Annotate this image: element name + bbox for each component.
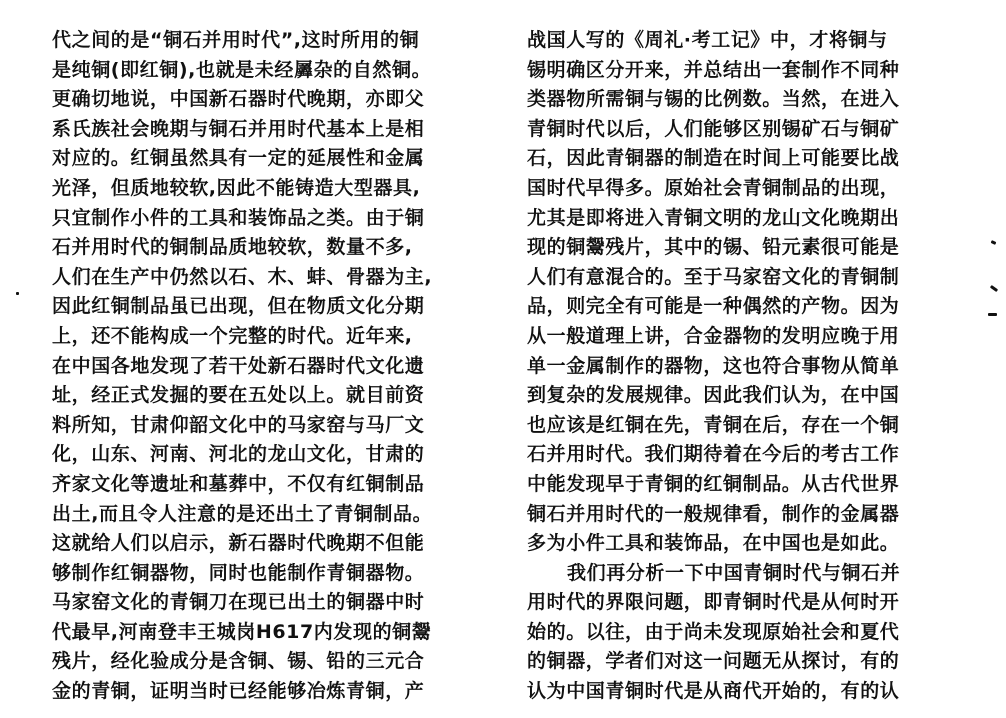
text-line: 青铜时代以后，人们能够区别锡矿石与铜矿 — [527, 117, 900, 140]
text-line: 的铜器，学者们对这一问题无从探讨，有的 — [527, 650, 900, 673]
text-line: 系氏族社会晚期与铜石并用时代基本上是相 — [52, 117, 425, 140]
text-line: 也应该是红铜在先，青铜在后，存在一个铜 — [527, 413, 900, 436]
text-line: 石，因此青铜器的制造在时间上可能要比战 — [527, 147, 900, 170]
text-line: 类器物所需铜与锡的比例数。当然，在进入 — [527, 88, 900, 111]
text-line: 更确切地说，中国新石器时代晚期，亦即父 — [52, 88, 425, 111]
scan-speck — [988, 313, 997, 316]
text-line: 中能发现早于青铜的红铜制品。从古代世界 — [527, 472, 900, 495]
text-line: 从一般道理上讲，合金器物的发明应晚于用 — [527, 324, 900, 347]
text-line: 够制作红铜器物，同时也能制作青铜器物。 — [52, 561, 425, 584]
text-line: 尤其是即将进入青铜文明的龙山文化晚期出 — [527, 206, 900, 229]
text-line: 对应的。红铜虽然具有一定的延展性和金属 — [52, 147, 425, 170]
text-line: 化，山东、河南、河北的龙山文化，甘肃的 — [52, 443, 425, 466]
text-line: 出土,而且令人注意的是还出土了青铜制品。 — [52, 502, 433, 525]
text-line: 铜石并用时代的一般规律看，制作的金属器 — [527, 502, 900, 525]
text-line: 是纯铜(即红铜),也就是未经羼杂的自然铜。 — [52, 58, 432, 81]
text-line: 料所知，甘肃仰韶文化中的马家窑与马厂文 — [52, 413, 425, 436]
scan-speck — [991, 240, 997, 245]
text-line: 马家窑文化的青铜刀在现已出土的铜器中时 — [52, 591, 425, 614]
text-line: 到复杂的发展规律。因此我们认为，在中国 — [527, 384, 900, 407]
text-line: 战国人写的《周礼·考工记》中，才将铜与 — [527, 29, 888, 51]
right-text-column — [527, 26, 937, 707]
text-line: 锡明确区分开来，并总结出一套制作不同种 — [527, 58, 900, 81]
left-text-column — [52, 26, 462, 707]
page-bottom-edge — [0, 704, 1006, 718]
text-line: 人们有意混合的。至于马家窑文化的青铜制 — [527, 265, 900, 288]
text-line: 址，经正式发掘的要在五处以上。就目前资 — [52, 384, 425, 407]
text-line: 因此红铜制品虽已出现，但在物质文化分期 — [52, 295, 425, 318]
text-line: 光泽，但质地较软,因此不能铸造大型器具, — [52, 176, 421, 199]
text-line: 这就给人们以启示，新石器时代晚期不但能 — [52, 532, 425, 555]
text-line: 上，还不能构成一个完整的时代。近年来, — [52, 324, 413, 347]
text-line: 石并用时代。我们期待着在今后的考古工作 — [527, 443, 900, 466]
text-line: 残片，经化验成分是含铜、锡、铅的三元合 — [52, 650, 425, 673]
text-line: 现的铜鬶残片，其中的锡、铅元素很可能是 — [527, 236, 900, 259]
text-line: 单一金属制作的器物，这也符合事物从简单 — [527, 354, 900, 377]
text-line: 代最早,河南登丰王城岗H617内发现的铜鬶 — [52, 620, 432, 643]
text-line: 品，则完全有可能是一种偶然的产物。因为 — [527, 295, 900, 318]
text-line: 只宜制作小件的工具和装饰品之类。由于铜 — [52, 206, 425, 229]
text-line: 齐家文化等遗址和墓葬中，不仅有红铜制品 — [52, 472, 425, 495]
text-line: 用时代的界限问题，即青铜时代是从何时开 — [527, 591, 900, 614]
text-line: 人们在生产中仍然以石、木、蚌、骨器为主, — [52, 265, 433, 288]
text-line: 我们再分析一下中国青铜时代与铜石并 — [567, 561, 901, 584]
text-line: 认为中国青铜时代是从商代开始的，有的认 — [527, 680, 900, 703]
text-line: 在中国各地发现了若干处新石器时代文化遗 — [52, 354, 425, 377]
scan-speck — [990, 285, 998, 292]
scan-speck — [16, 292, 19, 295]
text-line: 金的青铜，证明当时已经能够冶炼青铜，产 — [52, 680, 425, 703]
text-line: 多为小件工具和装饰品，在中国也是如此。 — [527, 532, 900, 555]
text-line: 石并用时代的铜制品质地较软，数量不多, — [52, 236, 413, 259]
text-line: 代之间的是“铜石并用时代”,这时所用的铜 — [52, 29, 420, 51]
text-line: 国时代早得多。原始社会青铜制品的出现， — [527, 176, 900, 199]
text-line: 始的。以往，由于尚未发现原始社会和夏代 — [527, 620, 900, 643]
